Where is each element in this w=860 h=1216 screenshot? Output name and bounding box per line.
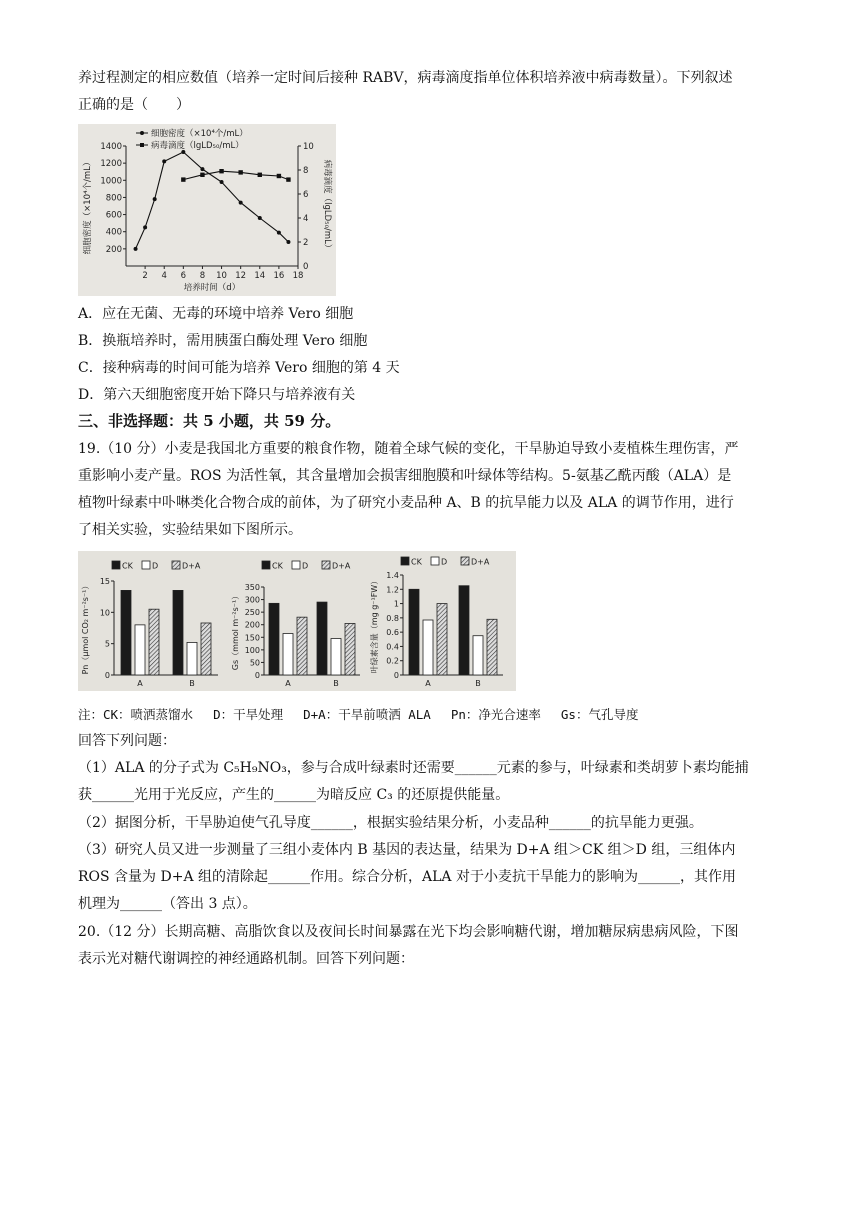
panel-1-legend-swatch <box>292 561 300 569</box>
panel-2-y-tick-label: 0.2 <box>386 656 399 666</box>
panel-0-y-tick-label: 10 <box>99 608 110 618</box>
panel-2-y-tick-label: 0.4 <box>386 642 399 652</box>
q19-sub3-line1: （3）研究人员又进一步测量了三组小麦体内 B 基因的表达量，结果为 D+A 组＞CK 组＞D 组，三组体内 <box>78 842 736 858</box>
panel-1-y-tick-label: 250 <box>244 608 260 618</box>
panel-1-y-tick-label: 200 <box>244 620 260 630</box>
panel-1-y-tick-label: 150 <box>244 633 260 643</box>
q19-sub2: （2）据图分析，干旱胁迫使气孔导度______，根据实验结果分析，小麦品种______的抗旱能力更强。 <box>78 815 703 831</box>
panel-2-bar-CK <box>409 589 419 675</box>
panel-0-y-tick-label: 0 <box>104 671 110 680</box>
cell-density-point <box>239 201 243 205</box>
figure-note: 注：CK：喷洒蒸馏水 D：干旱处理 D+A：干旱前喷洒 ALA Pn：净光合速率 Gs：气孔导度 <box>78 707 639 722</box>
panel-0-legend-label: D+A <box>182 561 201 571</box>
legend-density-marker <box>140 131 144 135</box>
panel-2-bar-D+A <box>437 604 447 675</box>
left-tick-label: 200 <box>105 244 122 255</box>
legend-titer-marker <box>140 143 144 147</box>
panel-2-legend-label: CK <box>411 557 422 567</box>
left-tick-label: 1400 <box>100 142 122 152</box>
left-tick-label: 800 <box>105 193 122 204</box>
panel-0-y-tick-label: 5 <box>104 639 110 649</box>
intro-line-1: 养过程测定的相应数值（培养一定时间后接种 RABV，病毒滴度指单位体积培养液中病毒数量）。下列叙述 <box>78 70 733 86</box>
q19-para-4: 了相关实验，实验结果如下图所示。 <box>78 522 302 538</box>
right-tick-label: 4 <box>303 214 309 224</box>
cell-growth-chart <box>78 124 336 296</box>
panel-1-y-label: Gs（mmol m⁻²s⁻¹） <box>231 591 240 671</box>
bar-charts <box>78 551 516 691</box>
panel-0-bar-D+A <box>201 623 211 675</box>
q19-para-2: 重影响小麦产量。ROS 为活性氧，其含量增加会损害细胞膜和叶绿体等结构。5-氨基乙酰丙酸（ALA）是 <box>78 468 732 484</box>
right-tick-label: 0 <box>303 262 309 272</box>
x-tick-label: 6 <box>180 271 187 281</box>
x-tick-label: 4 <box>161 271 167 281</box>
legend-titer-label: 病毒滴度（lgLD₅₀/mL） <box>151 141 244 151</box>
option-d: D．第六天细胞密度开始下降只与培养液有关 <box>78 387 356 403</box>
cell-density-point <box>258 216 262 220</box>
left-tick-label: 1000 <box>100 176 122 187</box>
panel-0-legend-swatch <box>172 561 180 569</box>
q20-para-1: 20.（12 分）长期高糖、高脂饮食以及夜间长时间暴露在光下均会影响糖代谢，增加糖尿病患病风险，下图 <box>78 924 739 940</box>
virus-titer-point <box>258 173 262 177</box>
q19-sub1-line2: 获______光用于光反应，产生的______为暗反应 C₃ 的还原提供能量。 <box>78 787 510 803</box>
panel-2-legend-swatch <box>461 557 469 565</box>
cell-density-point <box>134 247 138 251</box>
answer-prompt: 回答下列问题： <box>78 733 176 749</box>
intro-line-2: 正确的是（ ） <box>78 97 190 113</box>
panel-1-category-label: A <box>285 679 291 688</box>
panel-2-y-tick-label: 0 <box>393 671 399 680</box>
panel-1-legend-label: CK <box>272 561 283 571</box>
virus-titer-line <box>183 171 288 179</box>
panel-2-bar-D <box>423 620 433 675</box>
q20-para-2: 表示光对糖代谢调控的神经通路机制。回答下列问题： <box>78 951 414 967</box>
q19-para-1: 19.（10 分）小麦是我国北方重要的粮食作物，随着全球气候的变化，干旱胁迫导致小麦植株生理伤害，严 <box>78 441 739 457</box>
panel-0-legend-label: CK <box>122 561 133 571</box>
panel-2-y-tick-label: 0.6 <box>386 628 399 638</box>
panel-2-bar-D <box>473 636 483 675</box>
q19-sub3-line3: 机理为______（答出 3 点）。 <box>78 896 257 912</box>
panel-0-y-label: Pn（μmol CO₂ m⁻²s⁻¹） <box>81 581 90 675</box>
option-b: B．换瓶培养时，需用胰蛋白酶处理 Vero 细胞 <box>78 333 368 349</box>
panel-1-bar-CK <box>269 603 279 675</box>
cell-density-point <box>277 231 281 235</box>
right-axis-label: 病毒滴度（lgLD₅₀/mL） <box>322 159 332 253</box>
panel-1-y-tick-label: 50 <box>249 658 260 668</box>
panel-2-legend-label: D <box>441 557 448 567</box>
option-c: C．接种病毒的时间可能为培养 Vero 细胞的第 4 天 <box>78 360 400 376</box>
panel-2-y-label: 叶绿素含量（mg g⁻¹FW） <box>370 576 379 674</box>
x-tick-label: 16 <box>273 271 285 281</box>
panel-0-category-label: A <box>137 679 143 688</box>
figure-cell-growth <box>78 124 336 296</box>
x-tick-label: 14 <box>254 271 266 281</box>
panel-1-bar-D <box>331 639 341 675</box>
x-tick-label: 8 <box>199 271 206 281</box>
q19-sub3-line2: ROS 含量为 D+A 组的清除起______作用。综合分析，ALA 对于小麦抗干旱能力的影响为______，其作用 <box>78 869 736 885</box>
panel-2-legend-swatch <box>401 557 409 565</box>
panel-0-bar-D <box>187 642 197 675</box>
panel-0-category-label: B <box>189 679 195 688</box>
panel-0-bar-CK <box>121 590 131 675</box>
panel-1-category-label: B <box>333 679 339 688</box>
virus-titer-point <box>238 170 242 174</box>
section-heading: 三、非选择题：共 5 小题，共 59 分。 <box>78 412 341 430</box>
panel-1-legend-swatch <box>322 561 330 569</box>
virus-titer-point <box>286 177 290 181</box>
panel-1-bar-D+A <box>345 623 355 675</box>
panel-0-legend-swatch <box>142 561 150 569</box>
cell-density-point <box>200 167 204 171</box>
x-axis-label: 培养时间（d） <box>183 283 241 293</box>
panel-0-bar-D+A <box>149 609 159 675</box>
panel-1-legend-label: D <box>302 561 309 571</box>
x-tick-label: 18 <box>292 271 304 281</box>
left-axis-label: 细胞密度（×10⁴个/mL） <box>83 157 93 255</box>
panel-2-category-label: B <box>475 679 481 688</box>
panel-2-category-label: A <box>425 679 431 688</box>
legend-density-label: 细胞密度（×10⁴个/mL） <box>151 129 248 139</box>
virus-titer-point <box>219 169 223 173</box>
panel-0-legend-swatch <box>112 561 120 569</box>
cell-density-point <box>153 197 157 201</box>
panel-0-bar-D <box>135 625 145 675</box>
panel-2-y-tick-label: 1.2 <box>386 585 399 595</box>
panel-1-legend-swatch <box>262 561 270 569</box>
panel-1-y-tick-label: 300 <box>244 595 260 605</box>
q19-para-3: 植物叶绿素中卟啉类化合物合成的前体，为了研究小麦品种 A、B 的抗旱能力以及 ALA 的调节作用，进行 <box>78 495 734 511</box>
cell-density-point <box>220 180 224 184</box>
x-tick-label: 12 <box>235 271 247 281</box>
panel-1-bar-D <box>283 634 293 675</box>
panel-2-legend-swatch <box>431 557 439 565</box>
left-tick-label: 400 <box>105 227 122 238</box>
right-tick-label: 8 <box>303 166 309 176</box>
cell-density-line <box>136 152 289 249</box>
right-tick-label: 2 <box>303 238 309 248</box>
panel-2-y-tick-label: 1.4 <box>386 571 399 580</box>
panel-2-legend-label: D+A <box>471 557 490 567</box>
q19-sub1-line1: （1）ALA 的分子式为 C₅H₉NO₃，参与合成叶绿素时还需要______元素的参与，叶绿素和类胡萝卜素均能捕 <box>78 760 749 776</box>
right-tick-label: 10 <box>303 142 314 152</box>
virus-titer-point <box>277 174 281 178</box>
panel-2-bar-D+A <box>487 619 497 675</box>
panel-1-y-tick-label: 0 <box>254 671 260 680</box>
x-tick-label: 2 <box>142 271 148 281</box>
panel-2-bar-CK <box>459 586 469 675</box>
panel-0-legend-label: D <box>152 561 159 571</box>
panel-1-y-tick-label: 350 <box>244 583 260 592</box>
panel-0-bar-CK <box>173 590 183 675</box>
option-a: A．应在无菌、无毒的环境中培养 Vero 细胞 <box>78 306 354 322</box>
panel-1-legend-label: D+A <box>332 561 351 571</box>
virus-titer-point <box>181 177 185 181</box>
left-tick-label: 600 <box>105 210 122 221</box>
cell-density-point <box>143 225 147 229</box>
x-tick-label: 10 <box>216 271 227 281</box>
figure-bar-charts <box>78 551 516 691</box>
panel-1-y-tick-label: 100 <box>244 645 260 655</box>
panel-2-y-tick-label: 1 <box>393 599 399 609</box>
right-tick-label: 6 <box>303 190 309 200</box>
left-tick-label: 1200 <box>100 159 122 170</box>
panel-2-y-tick-label: 0.8 <box>386 613 399 623</box>
cell-density-point <box>162 159 166 163</box>
panel-1-bar-CK <box>317 602 327 675</box>
panel-0-y-tick-label: 15 <box>99 577 110 586</box>
panel-1-bar-D+A <box>297 617 307 675</box>
cell-density-point <box>286 240 290 244</box>
virus-titer-point <box>200 173 204 177</box>
